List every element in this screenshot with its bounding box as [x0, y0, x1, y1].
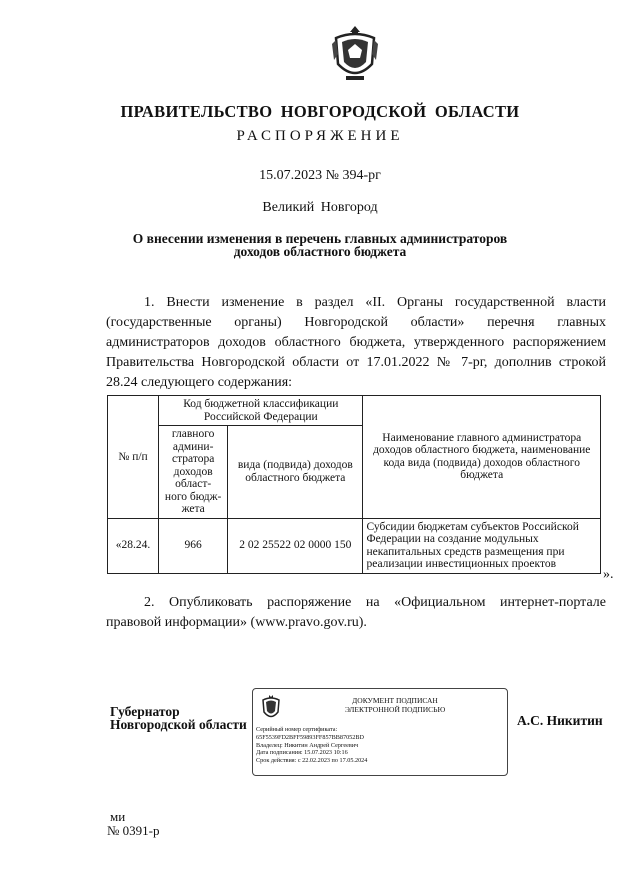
doc-city: Великий Новгород — [262, 200, 378, 215]
header-income-type: вида (подвида) доходов областного бюджета — [228, 426, 363, 519]
header-chief-line: доходов — [173, 465, 213, 478]
codes-table — [107, 395, 601, 574]
closing-quote-mark: ». — [603, 567, 614, 582]
stamp-validity: Срок действия: с 22.02.2023 по 17.05.2024 — [256, 757, 368, 765]
reference-initials: ми — [110, 809, 126, 824]
table-row — [108, 518, 601, 573]
table-header-row — [108, 396, 601, 426]
header-chief-line: жета — [181, 503, 205, 515]
signer-name: А.С. Никитин — [517, 713, 603, 728]
coat-of-arms-icon — [330, 24, 380, 84]
signer-title — [110, 705, 270, 731]
header-chief-line: област- — [175, 478, 212, 490]
paragraph-2: 2. Опубликовать распоряжение на «Официальном интернет-портале правовой информации» (www.pravo.gov.ru). — [106, 595, 606, 630]
header-chief-line: главного — [171, 428, 215, 440]
cell-chief-admin: 966 — [159, 518, 228, 573]
header-chief-line: ного бюдж- — [164, 490, 222, 503]
stamp-signed-date: Дата подписания: 15.07.2023 10:16 — [256, 749, 348, 757]
header-number: № п/п — [108, 396, 159, 519]
reference-number: № 0391-р — [107, 823, 160, 838]
header-name: Наименование главного администратора доходов областного бюджета, наименование кода вида (подвида) доходов областного бюджета — [363, 396, 601, 519]
stamp-details — [256, 726, 504, 765]
doc-subject: О внесении изменения в перечень главных администраторов доходов областного бюджета — [132, 231, 508, 259]
paragraph-1: 1. Внести изменение в раздел «II. Органы государственной власти (государственные органы) Новгородской области» перечня главных администраторов доходов областного бюджета, утвержденного распоряжением Правительства Новгородской области от 17.01.2022 № 7-рг, дополнив строкой 28.24 следующего содержания: — [106, 295, 606, 390]
e-signature-stamp — [252, 688, 508, 778]
stamp-coat-of-arms-icon — [260, 694, 282, 722]
signer-title-line-1: Губернатор — [110, 704, 180, 719]
doc-type: РАСПОРЯЖЕНИЕ — [236, 128, 404, 144]
stamp-owner: Владелец: Никитин Андрей Сергеевич — [256, 741, 359, 749]
stamp-header-line-1: ДОКУМЕНТ ПОДПИСАН — [352, 696, 438, 705]
header-chief-admin — [159, 426, 228, 519]
header-chief-line: админи- — [172, 440, 214, 453]
cell-income-type: 2 02 25522 02 0000 150 — [228, 518, 363, 573]
stamp-cert-label: Серийный номер сертификата: — [256, 726, 338, 733]
org-title: ПРАВИТЕЛЬСТВО НОВГОРОДСКОЙ ОБЛАСТИ — [120, 102, 520, 121]
stamp-header-line-2: ЭЛЕКТРОННОЙ ПОДПИСЬЮ — [344, 705, 446, 714]
cell-number: «28.24. — [108, 518, 159, 573]
signer-title-line-2: Новгородской области — [110, 717, 247, 732]
stamp-header — [290, 696, 500, 714]
header-budget-code: Код бюджетной классификации Российской Федерации — [159, 396, 363, 426]
stamp-cert-number: 65F5539FD2BFF59893FF857BB87052BD — [256, 733, 364, 741]
doc-date-number: 15.07.2023 № 394-рг — [259, 168, 381, 183]
cell-name: Субсидии бюджетам субъектов Российской Федерации на создание модульных некапитальных средств размещения при реализации инвестиционных проектов — [363, 518, 601, 573]
header-chief-line: стратора — [172, 453, 215, 465]
